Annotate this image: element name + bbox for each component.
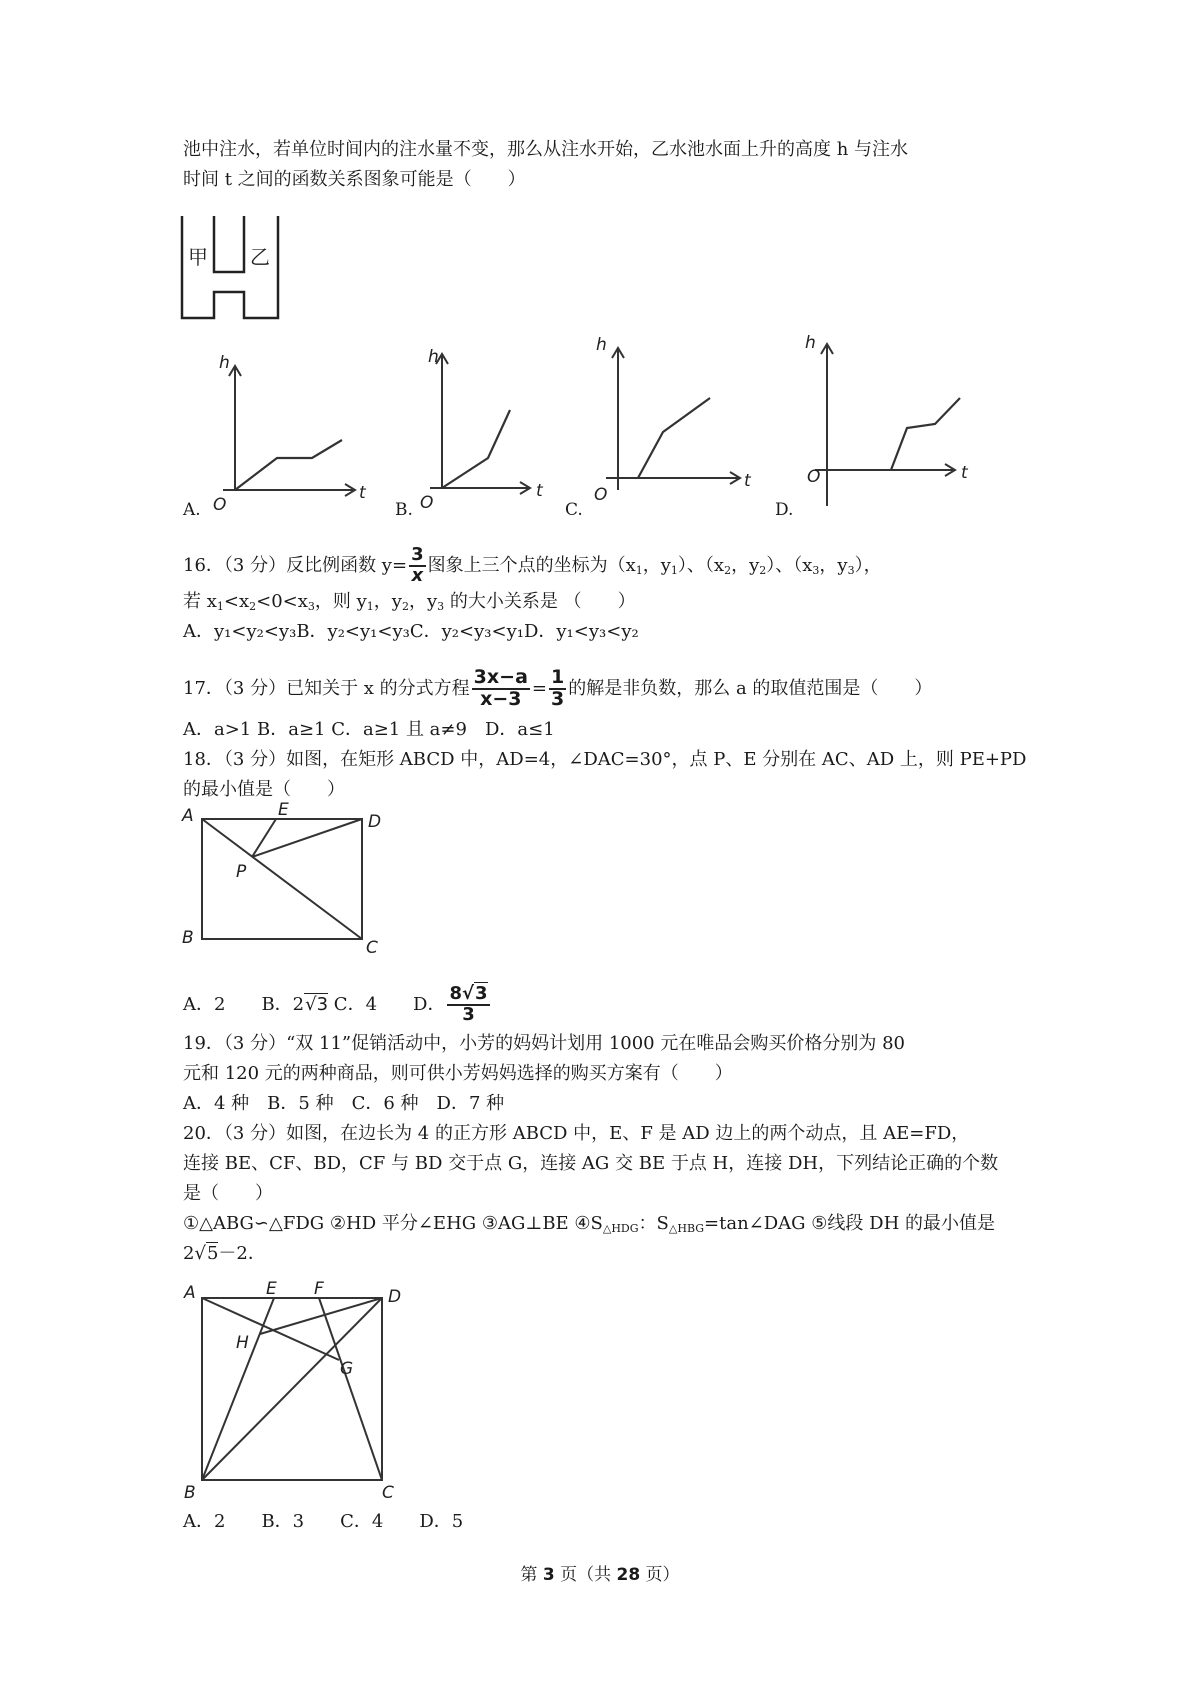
q17-options: A．a>1 B．a≥1 C．a≥1 且 a≠9 D．a≤1 xyxy=(183,719,555,740)
q19-options: A．4 种 B．5 种 C．6 种 D．7 种 xyxy=(183,1093,505,1114)
q20-point-f: F xyxy=(314,1279,324,1299)
q17-line1: 17．（3 分）已知关于 x 的分式方程 $\frac{3x-a}{x-3}$ = $\frac{1}{3}$ 的解是非负数，那么 a 的取值范围是（ ） xyxy=(183,666,933,710)
q15-line1: 池中注水，若单位时间内的注水量不变，那么从注水开始，乙水池水面上升的高度 h 与注水 xyxy=(183,139,909,160)
q19-line2: 元和 120 元的两种商品，则可供小芳妈妈选择的购买方案有（ ） xyxy=(183,1063,733,1084)
q20-line4: ①△ABG∽△FDG ②HD 平分∠EHG ③AG⊥BE $④S_{\triangle HDG}$：$S_{\triangle HBG}=\tan\angle DAG$ ⑤线段 DH 的最小值是 xyxy=(183,1213,995,1235)
graph-d-origin: O xyxy=(807,467,821,487)
graph-option-a xyxy=(205,348,375,515)
q20-line5: 2√5－2． xyxy=(183,1243,266,1264)
q18-rectangle-diagram xyxy=(180,800,400,965)
graph-b-origin: O xyxy=(420,493,434,513)
q20-point-e: E xyxy=(266,1279,277,1299)
tank-diagram xyxy=(180,214,290,324)
graph-c-label: C. xyxy=(565,500,583,520)
q19-line1: 19．（3 分）“双 11”促销活动中，小芳的妈妈计划用 1000 元在唯品会购买价格分别为 80 xyxy=(183,1033,905,1054)
page-footer: 第 3 页（共 28 页） xyxy=(520,1565,680,1585)
graph-option-d xyxy=(805,330,985,510)
graph-d-axis-h: h xyxy=(805,333,816,353)
q18-line1: 18．（3 分）如图，在矩形 ABCD 中，AD=4，∠DAC=30°，点 P、E 分别在 AC、AD 上，则 PE+PD xyxy=(183,749,1027,770)
tank-right-label: 乙 xyxy=(250,245,270,269)
q20-point-d: D xyxy=(388,1287,402,1307)
graph-d-axis-t: t xyxy=(961,463,968,483)
graph-option-c xyxy=(590,330,760,505)
q16-options: A．y₁<y₂<y₃B．y₂<y₁<y₃C．y₂<y₃<y₁D．y₁<y₃<y₂ xyxy=(183,621,639,642)
graph-option-b xyxy=(418,338,568,513)
page-number: 3 xyxy=(542,1565,555,1585)
graph-a-label: A. xyxy=(183,500,201,520)
q20-point-h: H xyxy=(236,1333,249,1353)
q18-line2: 的最小值是（ ） xyxy=(183,779,345,800)
q20-point-g: G xyxy=(340,1359,354,1379)
q20-line1: 20．（3 分）如图，在边长为 4 的正方形 ABCD 中，E、F 是 AD 边上的两个动点，且 AE=FD， xyxy=(183,1123,970,1144)
graph-a-origin: O xyxy=(213,495,227,515)
q20-point-b: B xyxy=(184,1483,196,1503)
q15-line2: 时间 t 之间的函数关系图象可能是（ ） xyxy=(183,169,526,190)
graph-b-label: B. xyxy=(395,500,413,520)
q18-options: A．2 B．2√3 C．4 D． $\frac{8√3}{3}$ xyxy=(183,983,488,1025)
q18-point-c: C xyxy=(366,938,378,958)
q20-point-c: C xyxy=(382,1483,394,1503)
graph-a-axis-t: t xyxy=(359,483,366,503)
graph-b-axis-t: t xyxy=(536,481,543,501)
graph-d-label: D. xyxy=(775,500,794,520)
graph-c-axis-h: h xyxy=(596,335,607,355)
q18-point-a: A xyxy=(182,806,194,826)
q20-square-diagram xyxy=(180,1279,410,1503)
q20-line2: 连接 BE、CF、BD，CF 与 BD 交于点 G，连接 AG 交 BE 于点 H，连接 DH，下列结论正确的个数 xyxy=(183,1153,999,1174)
graph-a-axis-h: h xyxy=(219,353,230,373)
graph-b-axis-h: h xyxy=(428,347,439,367)
tank-left-label: 甲 xyxy=(188,245,208,269)
q16-line2: 若 $x_1<x_2<0<x_3$，则 $y_1$，$y_2$，$y_3$ 的大小关系是 （ ） xyxy=(183,591,636,613)
graph-c-axis-t: t xyxy=(744,471,751,491)
q18-point-e: E xyxy=(278,800,289,820)
graph-c-origin: O xyxy=(594,485,608,505)
q20-line3: 是（ ） xyxy=(183,1183,273,1204)
q20-point-a: A xyxy=(184,1283,196,1303)
q18-point-b: B xyxy=(182,928,194,948)
q18-point-p: P xyxy=(236,862,247,882)
q18-point-d: D xyxy=(368,812,382,832)
q16-line1: 16．（3 分）反比例函数 y= $\frac{3}{x}$ 图象上三个点的坐标为（$x_1$，$y_1$）、（$x_2$，$y_2$）、（$x_3$，$y_3$）， xyxy=(183,544,882,586)
q20-options: A．2 B．3 C．4 D．5 xyxy=(183,1511,464,1532)
page-total: 28 xyxy=(616,1565,641,1585)
